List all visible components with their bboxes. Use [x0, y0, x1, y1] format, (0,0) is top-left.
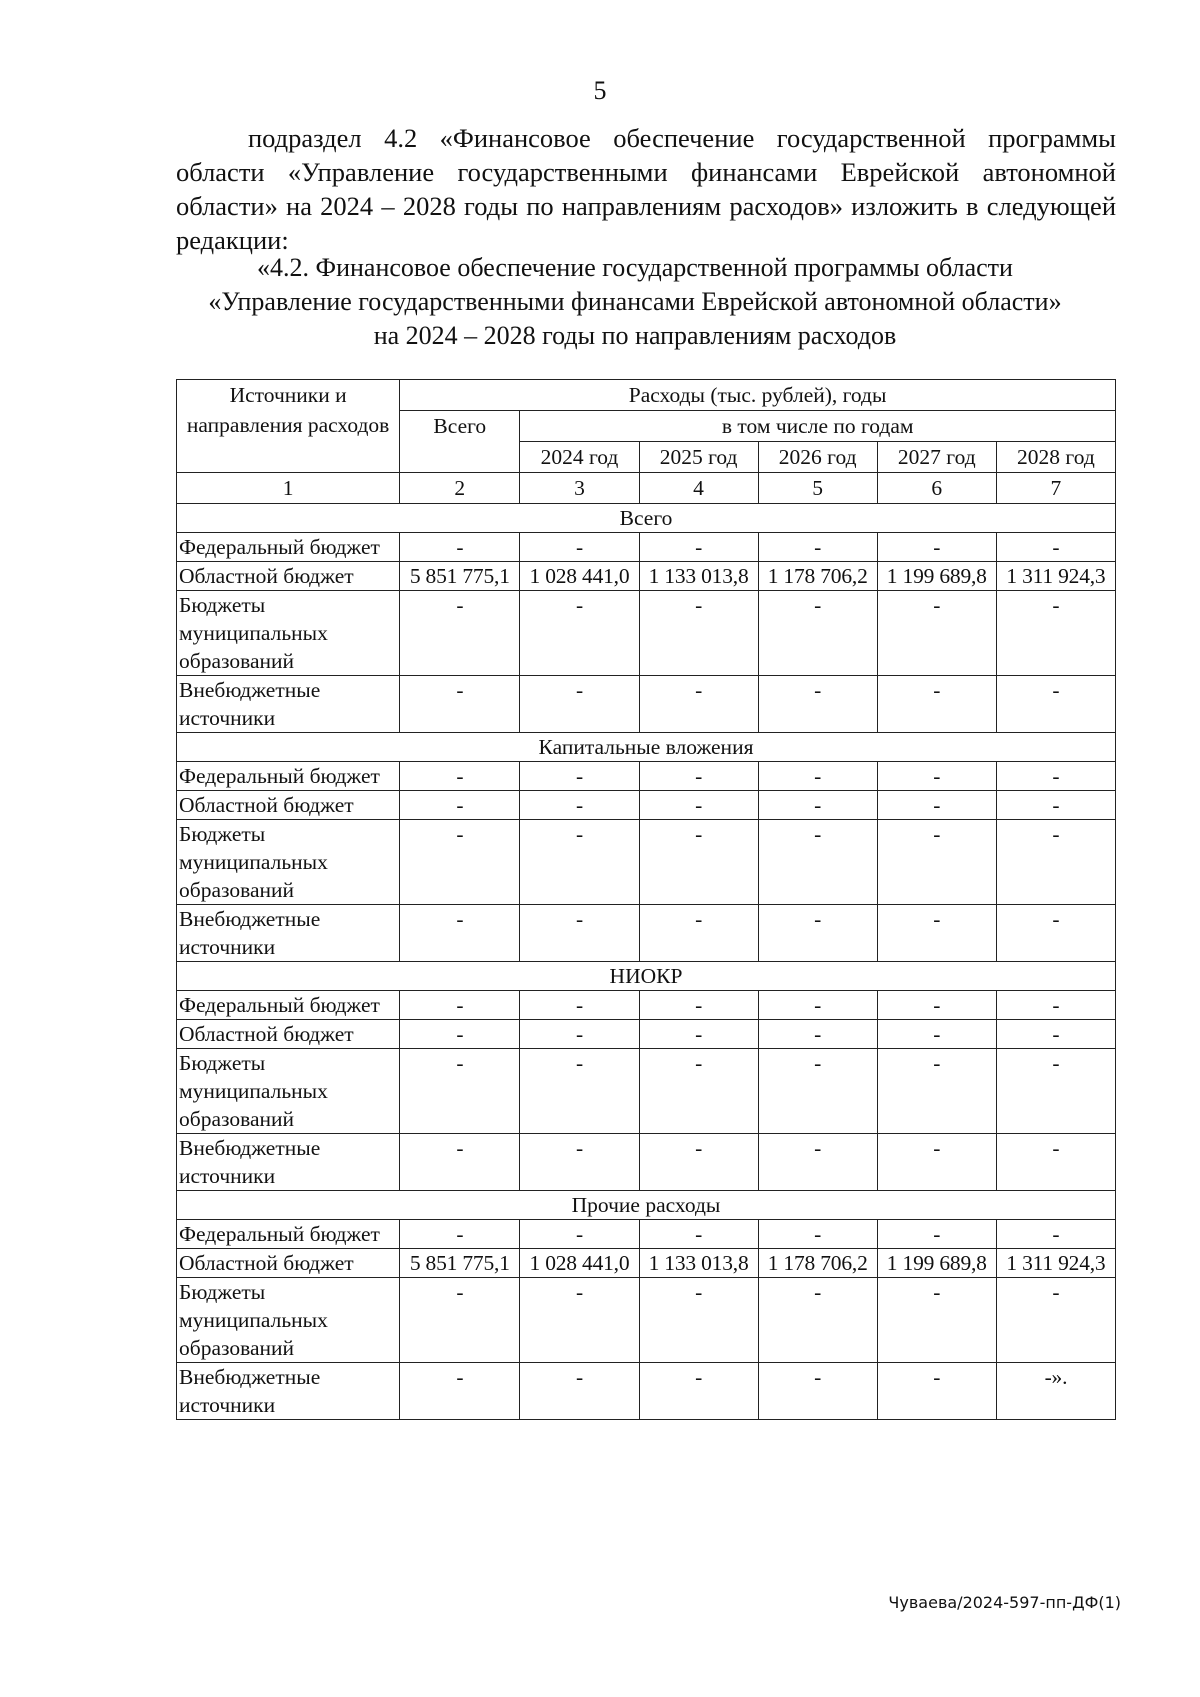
year-value-cell: - [758, 1278, 877, 1363]
year-value-cell: - [639, 1134, 758, 1191]
header-year: 2026 год [758, 442, 877, 473]
year-value-cell: - [520, 791, 639, 820]
source-cell: Федеральный бюджет [177, 991, 400, 1020]
year-value-cell: - [877, 1134, 996, 1191]
total-value-cell: - [400, 1363, 520, 1420]
table-row [177, 1134, 1116, 1191]
section-title-cell: Капитальные вложения [177, 733, 1116, 762]
table-row [177, 1049, 1116, 1134]
table-row [177, 791, 1116, 820]
header-year: 2025 год [639, 442, 758, 473]
table-row [177, 591, 1116, 676]
source-cell: Бюджеты муниципальных образований [177, 1049, 400, 1134]
table-row [177, 905, 1116, 962]
source-cell: Внебюджетные источники [177, 676, 400, 733]
header-year: 2024 год [520, 442, 639, 473]
column-number: 2 [400, 473, 520, 504]
year-value-cell: - [520, 905, 639, 962]
total-value-cell: - [400, 533, 520, 562]
table-row [177, 1363, 1116, 1420]
section-row [177, 962, 1116, 991]
year-value-cell: - [877, 1049, 996, 1134]
year-value-cell: - [877, 1363, 996, 1420]
year-value-cell: - [758, 1134, 877, 1191]
source-cell: Бюджеты муниципальных образований [177, 1278, 400, 1363]
table-row [177, 1020, 1116, 1049]
header-year: 2028 год [996, 442, 1115, 473]
source-cell: Областной бюджет [177, 791, 400, 820]
column-number: 3 [520, 473, 639, 504]
year-value-cell: - [877, 820, 996, 905]
section-title-cell: НИОКР [177, 962, 1116, 991]
year-value-cell: - [758, 820, 877, 905]
total-value-cell: - [400, 905, 520, 962]
year-value-cell: 1 178 706,2 [758, 562, 877, 591]
year-value-cell: - [996, 676, 1115, 733]
year-value-cell: - [758, 1020, 877, 1049]
section-title-line: «Управление государственными финансами Еврейской автономной области» [208, 287, 1062, 316]
header-expenses: Расходы (тыс. рублей), годы [400, 380, 1116, 411]
year-value-cell: 1 178 706,2 [758, 1249, 877, 1278]
document-reference: Чуваева/2024-597-пп-ДФ(1) [888, 1593, 1121, 1612]
year-value-cell: - [996, 1049, 1115, 1134]
table-row [177, 1278, 1116, 1363]
year-value-cell: - [520, 1220, 639, 1249]
year-value-cell: 1 199 689,8 [877, 562, 996, 591]
source-cell: Внебюджетные источники [177, 1363, 400, 1420]
table-row [177, 676, 1116, 733]
year-value-cell: - [639, 1020, 758, 1049]
source-cell: Областной бюджет [177, 562, 400, 591]
section-title-cell: Прочие расходы [177, 1191, 1116, 1220]
year-value-cell: 1 133 013,8 [639, 1249, 758, 1278]
table-row [177, 1220, 1116, 1249]
total-value-cell: - [400, 1049, 520, 1134]
column-number: 1 [177, 473, 400, 504]
header-by-years: в том числе по годам [520, 411, 1116, 442]
header-year: 2027 год [877, 442, 996, 473]
year-value-cell: - [996, 791, 1115, 820]
year-value-cell: - [877, 762, 996, 791]
total-value-cell: - [400, 591, 520, 676]
year-value-cell: - [520, 762, 639, 791]
header-total: Всего [400, 411, 520, 473]
year-value-cell: - [758, 591, 877, 676]
table-row [177, 1249, 1116, 1278]
year-value-cell: - [996, 591, 1115, 676]
column-number: 6 [877, 473, 996, 504]
year-value-cell: - [639, 1049, 758, 1134]
total-value-cell: - [400, 820, 520, 905]
year-value-cell: - [520, 1278, 639, 1363]
year-value-cell: - [639, 905, 758, 962]
source-cell: Федеральный бюджет [177, 533, 400, 562]
year-value-cell: - [758, 791, 877, 820]
year-value-cell: - [639, 762, 758, 791]
year-value-cell: - [877, 905, 996, 962]
column-number: 7 [996, 473, 1115, 504]
year-value-cell: - [758, 1363, 877, 1420]
source-cell: Областной бюджет [177, 1249, 400, 1278]
year-value-cell: - [758, 905, 877, 962]
year-value-cell: 1 028 441,0 [520, 562, 639, 591]
year-value-cell: - [639, 591, 758, 676]
year-value-cell: - [996, 991, 1115, 1020]
financing-table [176, 379, 1116, 1420]
year-value-cell: - [758, 1049, 877, 1134]
year-value-cell: - [877, 1020, 996, 1049]
year-value-cell: - [639, 1220, 758, 1249]
year-value-cell: - [520, 1134, 639, 1191]
year-value-cell: - [520, 991, 639, 1020]
source-cell: Областной бюджет [177, 1020, 400, 1049]
year-value-cell: - [520, 591, 639, 676]
source-cell: Бюджеты муниципальных образований [177, 591, 400, 676]
year-value-cell: - [520, 820, 639, 905]
year-value-cell: - [520, 676, 639, 733]
total-value-cell: - [400, 676, 520, 733]
source-cell: Федеральный бюджет [177, 762, 400, 791]
column-number: 4 [639, 473, 758, 504]
section-title [150, 251, 1120, 353]
year-value-cell: - [877, 991, 996, 1020]
total-value-cell: 5 851 775,1 [400, 562, 520, 591]
year-value-cell: - [877, 1278, 996, 1363]
source-cell: Федеральный бюджет [177, 1220, 400, 1249]
year-value-cell: - [996, 820, 1115, 905]
year-value-cell: 1 311 924,3 [996, 562, 1115, 591]
column-number: 5 [758, 473, 877, 504]
year-value-cell: - [639, 991, 758, 1020]
section-title-line: «4.2. Финансовое обеспечение государственной программы области [257, 253, 1013, 282]
section-title-cell: Всего [177, 504, 1116, 533]
table-row [177, 820, 1116, 905]
year-value-cell: - [639, 1278, 758, 1363]
year-value-cell: - [520, 533, 639, 562]
table-row [177, 762, 1116, 791]
year-value-cell: - [877, 533, 996, 562]
year-value-cell: - [877, 591, 996, 676]
year-value-cell: - [996, 1134, 1115, 1191]
year-value-cell: 1 133 013,8 [639, 562, 758, 591]
year-value-cell: 1 028 441,0 [520, 1249, 639, 1278]
source-cell: Внебюджетные источники [177, 905, 400, 962]
year-value-cell: - [996, 1278, 1115, 1363]
section-row [177, 1191, 1116, 1220]
total-value-cell: - [400, 762, 520, 791]
table-row [177, 533, 1116, 562]
year-value-cell: - [520, 1363, 639, 1420]
year-value-cell: - [996, 1020, 1115, 1049]
total-value-cell: - [400, 1134, 520, 1191]
year-value-cell: - [996, 533, 1115, 562]
table-row [177, 562, 1116, 591]
total-value-cell: - [400, 991, 520, 1020]
year-value-cell: - [758, 1220, 877, 1249]
section-row [177, 733, 1116, 762]
total-value-cell: - [400, 1220, 520, 1249]
page-number: 5 [593, 76, 607, 105]
year-value-cell: - [758, 533, 877, 562]
year-value-cell: - [520, 1020, 639, 1049]
year-value-cell: - [639, 791, 758, 820]
total-value-cell: - [400, 1278, 520, 1363]
year-value-cell: - [996, 1220, 1115, 1249]
year-value-cell: - [639, 533, 758, 562]
year-value-cell: - [758, 762, 877, 791]
table-body [177, 504, 1116, 1420]
source-cell: Бюджеты муниципальных образований [177, 820, 400, 905]
year-value-cell: - [639, 676, 758, 733]
table-row [177, 991, 1116, 1020]
year-value-cell: - [520, 1049, 639, 1134]
year-value-cell: - [758, 991, 877, 1020]
section-title-line: на 2024 – 2028 годы по направлениям расходов [373, 321, 897, 350]
year-value-cell: - [877, 676, 996, 733]
year-value-cell: 1 311 924,3 [996, 1249, 1115, 1278]
total-value-cell: 5 851 775,1 [400, 1249, 520, 1278]
year-value-cell: - [877, 1220, 996, 1249]
year-value-cell: - [758, 676, 877, 733]
total-value-cell: - [400, 1020, 520, 1049]
year-value-cell: - [639, 1363, 758, 1420]
year-value-cell: - [877, 791, 996, 820]
source-cell: Внебюджетные источники [177, 1134, 400, 1191]
year-value-cell: - [639, 820, 758, 905]
section-row [177, 504, 1116, 533]
header-sources: Источники и направления расходов [177, 380, 400, 473]
year-value-cell: 1 199 689,8 [877, 1249, 996, 1278]
year-value-cell: - [996, 905, 1115, 962]
total-value-cell: - [400, 791, 520, 820]
year-value-cell: - [996, 762, 1115, 791]
intro-paragraph: подраздел 4.2 «Финансовое обеспечение государственной программы области «Управление государственными финансами Еврейской автономной области» на 2024 – 2028 годы по направлениям расходов» изложить в следующей редакции: [176, 123, 1116, 255]
year-value-cell: -». [996, 1363, 1115, 1420]
